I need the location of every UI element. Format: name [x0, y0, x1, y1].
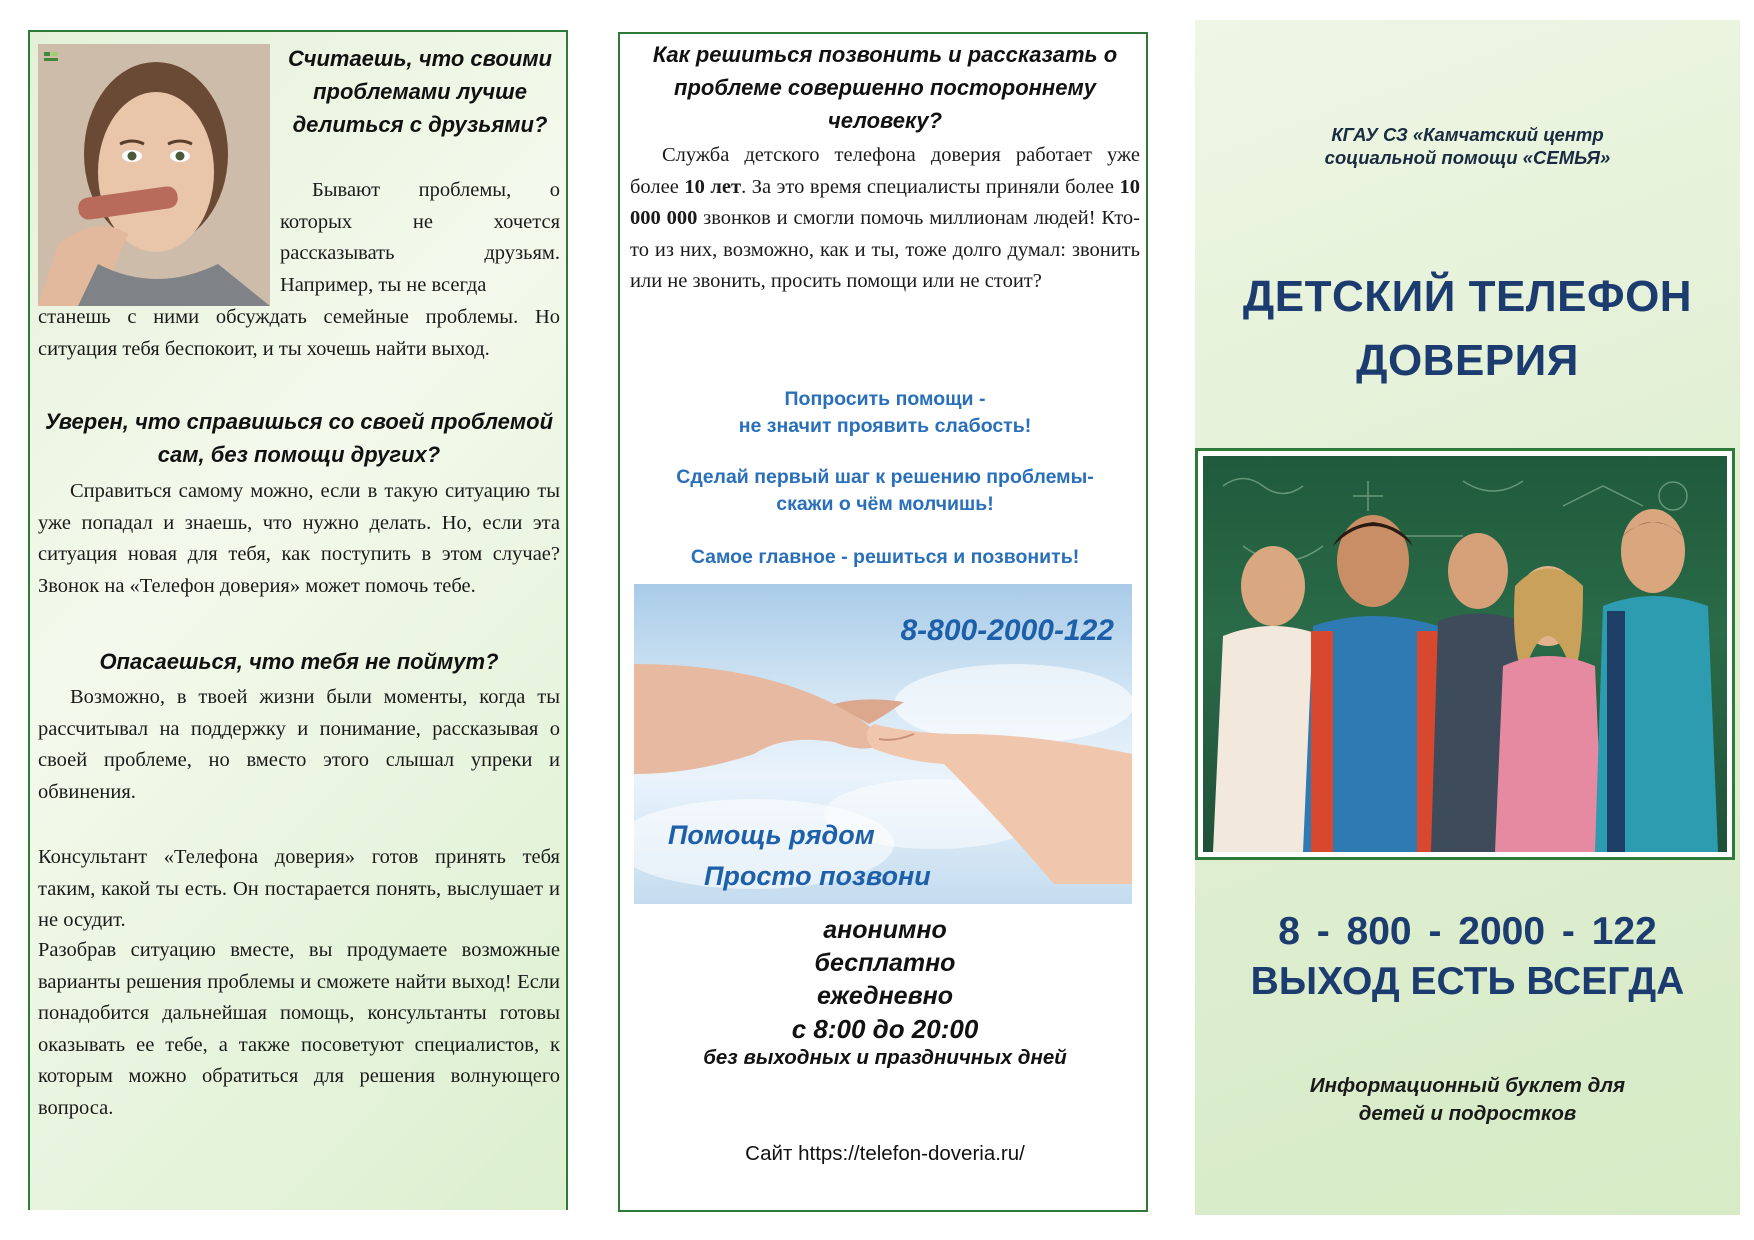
blue-callout-2-line-2: скажи о чём молчишь!	[776, 493, 994, 515]
left-question-2: Уверен, что справишься со своей проблемой сам, без помощи других?	[44, 409, 554, 467]
booklet-line-2: детей и подростков	[1358, 1102, 1577, 1125]
middle-panel	[618, 32, 1148, 1212]
left-paragraph-1-top: Бывают проблемы, о которых не хочется рассказывать друзьям. Например, ты не всегда	[280, 179, 560, 296]
blue-callout-1	[630, 386, 1140, 440]
title-line-2: ДОВЕРИЯ	[1356, 336, 1579, 385]
page-title	[1205, 265, 1730, 393]
title-line-1: ДЕТСКИЙ ТЕЛЕФОН	[1242, 272, 1693, 321]
teens-photo-frame	[1195, 448, 1735, 860]
left-paragraph-4: Консультант «Телефона доверия» готов принять тебя таким, какой ты есть. Он постарается понять, выслушает и не осудит.	[38, 846, 560, 931]
left-paragraph-1-rest: станешь с ними обсуждать семейные проблемы. Но ситуация тебя беспокоит, и ты хочешь найти выход.	[38, 306, 560, 360]
image-phone-number: 8-800-2000-122	[900, 614, 1114, 647]
service-no-days-off: без выходных и праздничных дней	[703, 1046, 1067, 1069]
left-paragraph-3: Возможно, в твоей жизни были моменты, когда ты рассчитывал на поддержку и понимание, рассказывая о своей проблеме, но вместо этого слышал упреки и обвинения.	[38, 686, 560, 803]
service-anonymous: анонимно	[823, 916, 947, 944]
blue-callout-2	[630, 464, 1140, 518]
blue-callout-1-line-2: не значит проявить слабость!	[738, 415, 1032, 437]
middle-paragraph	[630, 140, 1140, 298]
blue-callout-3: Самое главное - решиться и позвонить!	[690, 546, 1080, 568]
slogan: ВЫХОД ЕСТЬ ВСЕГДА	[1250, 960, 1685, 1003]
middle-paragraph-part: . За это время специалисты приняли более	[741, 175, 1120, 198]
blue-callout-2-line-1: Сделай первый шаг к решению проблемы-	[676, 466, 1094, 488]
blue-callout-1-line-1: Попросить помощи -	[784, 388, 986, 410]
organization-line-2: социальной помощи «СЕМЬЯ»	[1324, 147, 1611, 168]
girl-photo	[38, 44, 270, 306]
service-hours: с 8:00 до 20:00	[791, 1014, 979, 1044]
left-paragraph-2: Справиться самому можно, если в такую ситуацию ты уже попадал и знаешь, что нужно делать. Но, если эта ситуация новая для тебя, как поступить в этом случае? Звонок на «Телефон доверия» может помочь тебе.	[38, 480, 560, 597]
booklet-line-1: Информационный буклет для	[1309, 1074, 1626, 1097]
left-paragraph-5: Разобрав ситуацию вместе, вы продумаете возможные варианты решения проблемы и сможете найти выход! Если понадобится дальнейшая помощь, консультанты готовы оказывать ее тебе, а также посоветуют специалистов, к которым можно обратиться для решения волнующего вопроса.	[38, 939, 560, 1119]
right-panel	[1195, 20, 1740, 1215]
booklet-subtitle	[1265, 1072, 1670, 1128]
website-link[interactable]: Сайт https://telefon-doveria.ru/	[745, 1142, 1025, 1165]
organization-line-1: КГАУ СЗ «Камчатский центр	[1331, 124, 1604, 145]
middle-paragraph-part: Служба детского телефона доверия работает уже более	[630, 144, 1140, 198]
left-question-3: Опасаешься, что тебя не поймут?	[99, 649, 499, 674]
left-question-1: Считаешь, что своими проблемами лучше делиться с друзьями?	[288, 46, 552, 137]
hands-image	[634, 584, 1132, 904]
middle-paragraph-part: звонков и смогли помочь миллионам людей! Кто-то из них, возможно, как и ты, тоже долго думал: звонить или не звонить, просить помощи или не стоит?	[630, 207, 1140, 292]
teens-photo	[1203, 456, 1727, 852]
service-daily: ежедневно	[816, 982, 954, 1010]
hotline-phone[interactable]: 8 - 800 - 2000 - 122	[1278, 910, 1657, 953]
years-highlight: 10 лет	[684, 175, 742, 198]
organization-name	[1235, 123, 1700, 169]
image-text-line-2: Просто позвони	[704, 861, 931, 891]
middle-question: Как решиться позвонить и рассказать о проблеме совершенно постороннему человеку?	[652, 42, 1118, 133]
image-text-line-1: Помощь рядом	[668, 820, 875, 850]
left-panel	[28, 30, 568, 1210]
calls-highlight: 10 000 000	[630, 175, 1140, 229]
service-free: бесплатно	[814, 949, 956, 977]
